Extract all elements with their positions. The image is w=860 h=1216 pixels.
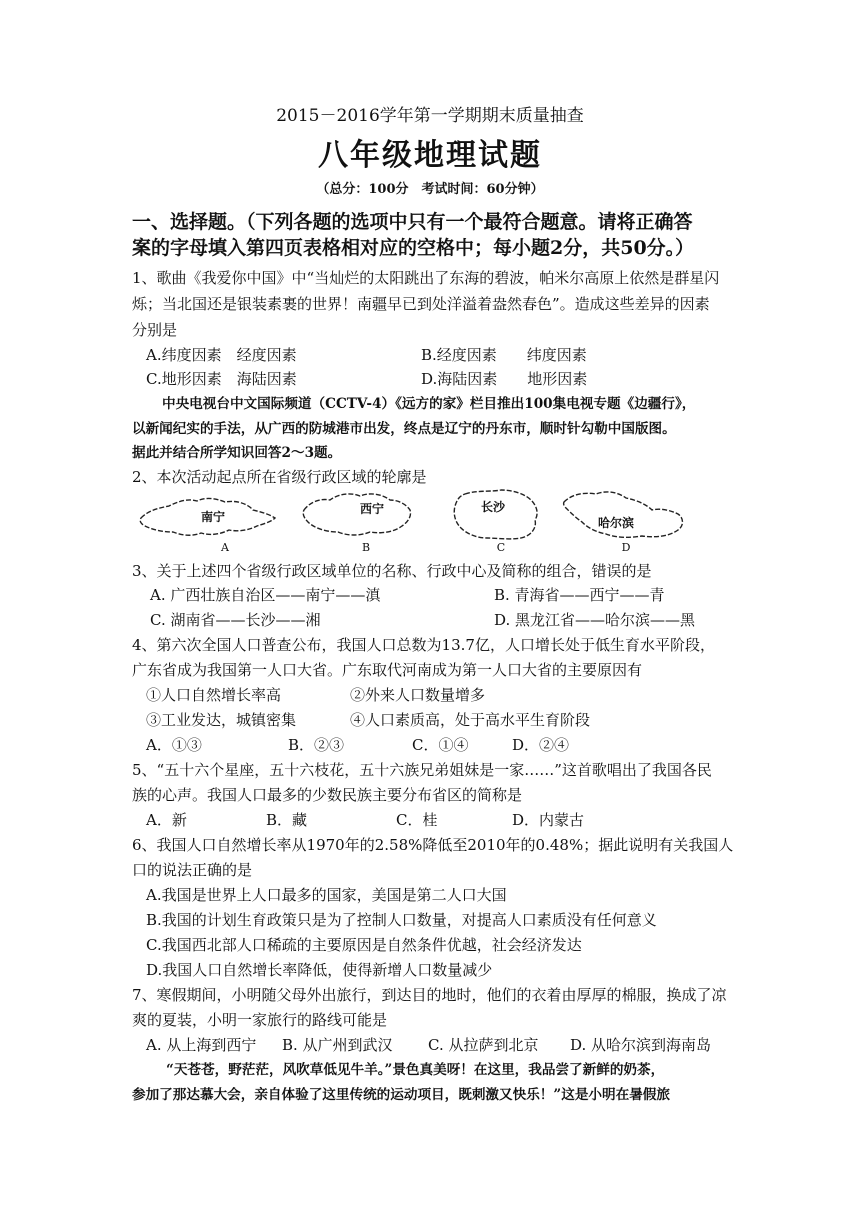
exam-title: 八年级地理试题 [318, 138, 542, 173]
passage2-line2: 参加了那达慕大会，亲自体验了这里传统的运动项目，既刺激又快乐！”这是小明在暑假旅 [132, 1087, 670, 1103]
map-option-b [298, 488, 418, 554]
q6-option-a: A.我国是世界上人口最多的国家，美国是第二人口大国 [146, 886, 507, 904]
map-option-c [447, 488, 547, 554]
q5-option-c: C．桂 [396, 811, 438, 829]
map-b-city-label: 西宁 [360, 502, 385, 516]
q4-item-2: ②外来人口数量增多 [350, 686, 486, 704]
section1-heading-line1: 一、选择题。（下列各题的选项中只有一个最符合题意。请将正确答 [132, 211, 693, 233]
map-a-city-label: 南宁 [201, 510, 226, 524]
qinghai-outline-icon [298, 488, 418, 540]
map-option-a [135, 488, 285, 554]
q3-option-d: D. 黑龙江省——哈尔滨——黑 [494, 611, 696, 629]
q5-option-b: B．藏 [266, 811, 308, 829]
map-option-d [560, 488, 688, 554]
q4-item-3: ③工业发达，城镇密集 [146, 711, 297, 729]
q4-line2: 广东省成为我国第一人口大省。广东取代河南成为第一人口大省的主要原因有 [132, 661, 643, 679]
q3-option-b: B. 青海省——西宁——青 [494, 586, 665, 604]
passage2-line1: “天苍苍，野茫茫，风吹草低见牛羊。”景色真美呀！在这里，我品尝了新鲜的奶茶， [166, 1062, 665, 1078]
map-b-letter: B [361, 541, 371, 554]
q3-option-c: C. 湖南省——长沙——湘 [150, 611, 321, 629]
q5-option-a: A．新 [146, 811, 187, 829]
q4-option-a: A．①③ [146, 736, 202, 754]
q7-line2: 爽的夏装，小明一家旅行的路线可能是 [132, 1011, 388, 1029]
q3-option-a: A. 广西壮族自治区——南宁——滇 [150, 586, 381, 604]
q1-line3: 分别是 [132, 321, 178, 339]
q6-option-c: C.我国西北部人口稀疏的主要原因是自然条件优越，社会经济发达 [146, 936, 582, 954]
q6-line1: 6、我国人口自然增长率从1970年的2.58%降低至2010年的0.48%；据此说明有关我国人 [132, 836, 734, 854]
q6-line2: 口的说法正确的是 [132, 861, 253, 879]
q4-item-4: ④人口素质高，处于高水平生育阶段 [350, 711, 591, 729]
q1-option-a: A.纬度因素 经度因素 [146, 346, 297, 364]
exam-subtitle: 2015－2016学年第一学期期末质量抽查 [276, 106, 584, 126]
map-c-letter: C [496, 541, 506, 554]
q4-option-c: C．①④ [412, 736, 469, 754]
q6-option-d: D.我国人口自然增长率降低，使得新增人口数量减少 [146, 961, 493, 979]
exam-note: （总分：100分 考试时间：60分钟） [316, 182, 544, 197]
q4-option-b: B．②③ [288, 736, 345, 754]
q7-line1: 7、寒假期间，小明随父母外出旅行，到达目的地时，他们的衣着由厚厚的棉服，换成了凉 [132, 986, 727, 1004]
q5-option-d: D．内蒙古 [512, 811, 585, 829]
q1-line1: 1、歌曲《我爱你中国》中“当灿烂的太阳跳出了东海的碧波，帕米尔高原上依然是群星闪 [132, 269, 720, 287]
q1-option-d: D.海陆因素 地形因素 [421, 370, 588, 388]
section1-heading-line2: 案的字母填入第四页表格相对应的空格中；每小题2分，共50分。） [132, 237, 695, 259]
q2-stem: 2、本次活动起点所在省级行政区域的轮廓是 [132, 468, 427, 486]
q4-option-d: D．②④ [512, 736, 570, 754]
q7-option-b: B. 从广州到武汉 [282, 1036, 393, 1054]
passage1-line2: 以新闻纪实的手法，从广西的防城港市出发，终点是辽宁的丹东市，顺时针勾勒中国版图。 [132, 421, 676, 437]
passage1-line3: 据此并结合所学知识回答2～3题。 [132, 445, 342, 461]
map-a-letter: A [221, 541, 229, 554]
q5-line2: 族的心声。我国人口最多的少数民族主要分布省区的简称是 [132, 786, 523, 804]
q5-line1: 5、“五十六个星座，五十六枝花，五十六族兄弟姐妹是一家……”这首歌唱出了我国各民 [132, 761, 712, 779]
q7-option-c: C. 从拉萨到北京 [428, 1036, 539, 1054]
q4-line1: 4、第六次全国人口普查公布，我国人口总数为13.7亿，人口增长处于低生育水平阶段， [132, 636, 715, 654]
q7-option-d: D. 从哈尔滨到海南岛 [570, 1036, 712, 1054]
q3-stem: 3、关于上述四个省级行政区域单位的名称、行政中心及简称的组合，错误的是 [132, 562, 652, 580]
q6-option-b: B.我国的计划生育政策只是为了控制人口数量，对提高人口素质没有任何意义 [146, 911, 657, 929]
map-d-city-label: 哈尔滨 [598, 516, 635, 530]
q1-option-c: C.地形因素 海陆因素 [146, 370, 297, 388]
q7-option-a: A. 从上海到西宁 [146, 1036, 257, 1054]
map-c-city-label: 长沙 [481, 500, 506, 514]
q1-option-b: B.经度因素 纬度因素 [421, 346, 587, 364]
q4-item-1: ①人口自然增长率高 [146, 686, 282, 704]
map-d-letter: D [621, 541, 631, 554]
province-outline-maps [135, 488, 690, 556]
passage1-line1: 中央电视台中文国际频道（CCTV-4）《远方的家》栏目推出100集电视专题《边疆行》， [162, 396, 696, 412]
q1-line2: 烁；当北国还是银装素裹的世界！南疆早已到处洋溢着盎然春色”。造成这些差异的因素 [132, 295, 710, 313]
